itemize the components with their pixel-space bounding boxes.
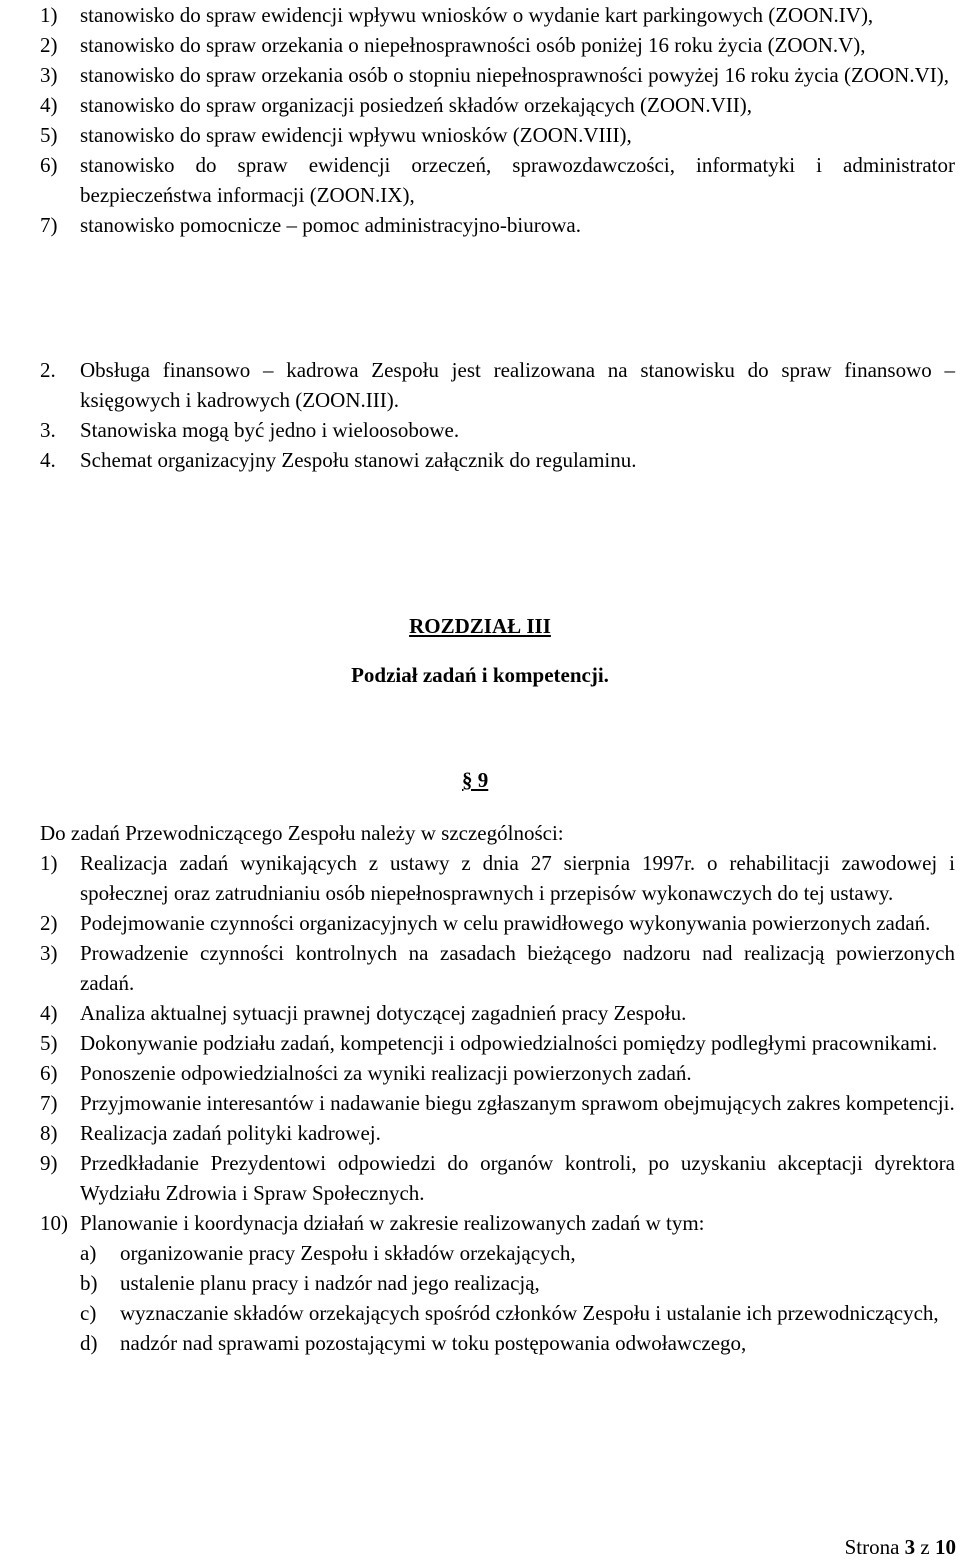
- duty-text: Realizacja zadań polityki kadrowej.: [80, 1121, 381, 1145]
- duty-item: [40, 1028, 955, 1058]
- list-number: 3): [40, 63, 58, 87]
- sub-duty-letter: a): [80, 1241, 97, 1265]
- list-item: [40, 90, 955, 120]
- list-number: 2): [40, 33, 58, 57]
- footer-page-number: 3: [904, 1535, 916, 1559]
- point-number: 3.: [40, 418, 56, 442]
- duty-text: Planowanie i koordynacja działań w zakresie realizowanych zadań w tym:: [80, 1211, 705, 1235]
- duty-item: [40, 1058, 955, 1088]
- sub-duty-letter: d): [80, 1331, 98, 1355]
- duty-item: [40, 1088, 955, 1118]
- list-item: [40, 120, 955, 150]
- list-number: 5): [40, 123, 58, 147]
- list-text: stanowisko do spraw orzekania osób o stopniu niepełnosprawności powyżej 16 roku życia (ZOON.VI),: [80, 63, 949, 87]
- duty-number: 4): [40, 1001, 58, 1025]
- sub-duty-text: ustalenie planu pracy i nadzór nad jego realizacją,: [120, 1271, 540, 1295]
- sub-duty-text: nadzór nad sprawami pozostającymi w toku postępowania odwoławczego,: [120, 1331, 747, 1355]
- duty-item: [40, 1148, 955, 1208]
- list-item: [40, 30, 955, 60]
- list-text: stanowisko pomocnicze – pomoc administracyjno-biurowa.: [80, 213, 581, 237]
- point-text: Obsługa finansowo – kadrowa Zespołu jest realizowana na stanowisku do spraw finansowo – księgowych i kadrowych (ZOON.III).: [80, 358, 955, 412]
- paragraph-sign: § 9: [462, 768, 489, 792]
- point-number: 2.: [40, 358, 56, 382]
- duty-number: 2): [40, 911, 58, 935]
- list-item: [40, 210, 955, 240]
- list-item: [40, 0, 955, 30]
- duty-item: [40, 1118, 955, 1148]
- page-footer: [845, 1532, 956, 1562]
- duty-number: 3): [40, 941, 58, 965]
- sub-duties-list: [80, 1238, 955, 1358]
- duty-number: 10): [40, 1211, 68, 1235]
- point-text: Schemat organizacyjny Zespołu stanowi załącznik do regulaminu.: [80, 448, 637, 472]
- list-number: 6): [40, 153, 58, 177]
- footer-z-label: z: [920, 1535, 930, 1559]
- duty-text: Analiza aktualnej sytuacji prawnej dotyczącej zagadnień pracy Zespołu.: [80, 1001, 687, 1025]
- section-point: [40, 415, 955, 445]
- duty-text: Przedkładanie Prezydentowi odpowiedzi do organów kontroli, po uzyskaniu akceptacji dyrektora Wydziału Zdrowia i Spraw Społecznych.: [80, 1151, 955, 1205]
- sub-duty-item: [80, 1268, 955, 1298]
- sub-duty-item: [80, 1328, 955, 1358]
- sub-duty-letter: b): [80, 1271, 98, 1295]
- paragraph-intro: Do zadań Przewodniczącego Zespołu należy w szczególności:: [40, 821, 564, 845]
- list-text: stanowisko do spraw ewidencji wpływu wniosków o wydanie kart parkingowych (ZOON.IV),: [80, 3, 874, 27]
- chapter-subtitle: Podział zadań i kompetencji.: [351, 663, 609, 687]
- duties-list: [40, 848, 955, 1358]
- duty-text: Podejmowanie czynności organizacyjnych w celu prawidłowego wykonywania powierzonych zadań.: [80, 911, 931, 935]
- duty-number: 1): [40, 851, 58, 875]
- duty-number: 5): [40, 1031, 58, 1055]
- list-number: 4): [40, 93, 58, 117]
- stanowiska-list: [40, 0, 955, 240]
- duty-text: Przyjmowanie interesantów i nadawanie biegu zgłaszanym sprawom obejmujących zakres kompetencji.: [80, 1091, 955, 1115]
- sub-duty-item: [80, 1298, 955, 1328]
- point-text: Stanowiska mogą być jedno i wieloosobowe.: [80, 418, 460, 442]
- list-text: stanowisko do spraw ewidencji orzeczeń, sprawozdawczości, informatyki i administrator bezpieczeństwa informacji (ZOON.IX),: [80, 153, 955, 207]
- duty-text: Prowadzenie czynności kontrolnych na zasadach bieżącego nadzoru nad realizacją powierzonych zadań.: [80, 941, 955, 995]
- list-text: stanowisko do spraw ewidencji wpływu wniosków (ZOON.VIII),: [80, 123, 632, 147]
- sub-duty-text: wyznaczanie składów orzekających spośród członków Zespołu i ustalanie ich przewodniczących,: [120, 1301, 939, 1325]
- list-item: [40, 60, 955, 90]
- sub-duty-text: organizowanie pracy Zespołu i składów orzekających,: [120, 1241, 576, 1265]
- list-text: stanowisko do spraw organizacji posiedzeń składów orzekających (ZOON.VII),: [80, 93, 752, 117]
- duty-text: Dokonywanie podziału zadań, kompetencji i odpowiedzialności pomiędzy podległymi pracownikami.: [80, 1031, 938, 1055]
- footer-total-pages: 10: [935, 1535, 956, 1559]
- duty-item: [40, 998, 955, 1028]
- point-number: 4.: [40, 448, 56, 472]
- duty-item: [40, 1208, 955, 1238]
- duty-number: 6): [40, 1061, 58, 1085]
- duty-item: [40, 908, 955, 938]
- duty-text: Realizacja zadań wynikających z ustawy z dnia 27 sierpnia 1997r. o rehabilitacji zawodowej i społecznej oraz zatrudnianiu osób niepełnosprawnych i przepisów wykonawczych do tej ustawy.: [80, 851, 955, 905]
- sub-duty-letter: c): [80, 1301, 97, 1325]
- chapter-title: ROZDZIAŁ III: [409, 614, 551, 638]
- duty-number: 8): [40, 1121, 58, 1145]
- section-points: [40, 355, 955, 475]
- duty-number: 7): [40, 1091, 58, 1115]
- list-text: stanowisko do spraw orzekania o niepełnosprawności osób poniżej 16 roku życia (ZOON.V),: [80, 33, 866, 57]
- section-point: [40, 445, 955, 475]
- list-number: 1): [40, 3, 58, 27]
- duty-item: [40, 848, 955, 908]
- duty-text: Ponoszenie odpowiedzialności za wyniki realizacji powierzonych zadań.: [80, 1061, 692, 1085]
- footer-strona-label: Strona: [844, 1535, 900, 1559]
- duty-item: [40, 938, 955, 998]
- sub-duty-item: [80, 1238, 955, 1268]
- duty-number: 9): [40, 1151, 58, 1175]
- list-number: 7): [40, 213, 58, 237]
- list-item: [40, 150, 955, 210]
- section-point: [40, 355, 955, 415]
